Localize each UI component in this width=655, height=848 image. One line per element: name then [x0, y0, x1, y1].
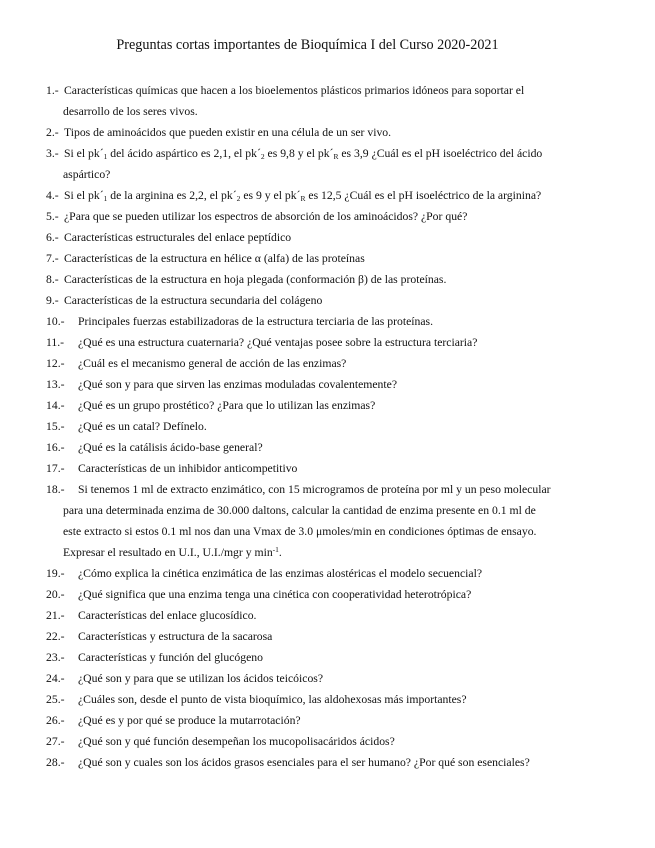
question-item	[46, 227, 566, 248]
question-text-line: ¿Qué son y qué función desempeñan los mucopolisacáridos ácidos?	[78, 735, 395, 748]
question-item	[46, 185, 566, 206]
question-item	[46, 248, 566, 269]
question-item	[46, 626, 566, 647]
question-text-line: ¿Cómo explica la cinética enzimática de las enzimas alostéricas el modelo secuencial?	[78, 567, 483, 580]
question-text-line: ¿Qué son y para que se utilizan los ácidos teicóicos?	[78, 672, 324, 685]
question-text-line: Si el $pk´_1$ de la arginina es 2,2, el $pk´_2$ es 9 y el $pk´_R$ es 12,5 ¿Cuál es el pH isoeléctrico de la arginina?	[64, 189, 542, 203]
question-text-line: Características y función del glucógeno	[78, 651, 263, 664]
question-text-line: para una determinada enzima de 30.000 daltons, calcular la cantidad de enzima presente en 0.1 ml de	[63, 504, 536, 517]
question-number: 15.-	[46, 420, 65, 433]
question-number: 4.-	[46, 189, 59, 202]
question-item	[46, 311, 566, 332]
question-text-line: Tipos de aminoácidos que pueden existir en una célula de un ser vivo.	[64, 126, 392, 139]
question-number: 1.-	[46, 84, 59, 97]
question-text-line: este extracto si estos 0.1 ml nos dan una Vmax de 3.0 μmoles/min en condiciones óptimas de ensayo.	[63, 525, 537, 538]
question-text-line: Principales fuerzas estabilizadoras de la estructura terciaria de las proteínas.	[78, 315, 434, 328]
question-item	[46, 605, 566, 626]
document-title: Preguntas cortas importantes de Bioquímica I del Curso 2020-2021	[116, 37, 499, 53]
question-item	[46, 206, 566, 227]
question-number: 13.-	[46, 378, 65, 391]
question-number: 18.-	[46, 483, 65, 496]
question-item	[46, 269, 566, 290]
question-number: 7.-	[46, 252, 59, 265]
question-text-line: Características estructurales del enlace peptídico	[64, 231, 292, 244]
question-text-line: ¿Qué es un catal? Defínelo.	[78, 420, 207, 433]
question-number: 5.-	[46, 210, 59, 223]
question-item	[46, 332, 566, 353]
question-item	[46, 689, 566, 710]
question-text-line: ¿Cuál es el mecanismo general de acción de las enzimas?	[78, 357, 347, 370]
question-text-line: Características químicas que hacen a los bioelementos plásticos primarios idóneos para soportar el	[64, 84, 525, 97]
question-text-line: ¿Qué significa que una enzima tenga una cinética con cooperatividad heterotrópica?	[78, 588, 472, 601]
question-item	[46, 80, 566, 122]
question-text-line: ¿Qué es y por qué se produce la mutarrotación?	[78, 714, 301, 727]
question-text-line: ¿Qué son y para que sirven las enzimas moduladas covalentemente?	[78, 378, 398, 391]
question-number: 11.-	[46, 336, 65, 349]
question-number: 23.-	[46, 651, 65, 664]
question-item	[46, 122, 566, 143]
question-text-line: ¿Qué son y cuales son los ácidos grasos esenciales para el ser humano? ¿Por qué son esenciales?	[78, 756, 530, 769]
question-number: 16.-	[46, 441, 65, 454]
question-text-line: Características y estructura de la sacarosa	[78, 630, 273, 643]
question-text-line: ¿Para que se pueden utilizar los espectros de absorción de los aminoácidos? ¿Por qué?	[64, 210, 468, 223]
question-item	[46, 710, 566, 731]
question-number: 20.-	[46, 588, 65, 601]
question-item	[46, 395, 566, 416]
question-number: 10.-	[46, 315, 65, 328]
question-item	[46, 647, 566, 668]
question-number: 19.-	[46, 567, 65, 580]
question-number: 8.-	[46, 273, 59, 286]
question-item	[46, 353, 566, 374]
question-number: 3.-	[46, 147, 59, 160]
question-text-line: ¿Qué es la catálisis ácido-base general?	[78, 441, 263, 454]
question-number: 27.-	[46, 735, 65, 748]
question-number: 9.-	[46, 294, 59, 307]
question-text-line: Características del enlace glucosídico.	[78, 609, 257, 622]
question-number: 12.-	[46, 357, 65, 370]
question-item	[46, 668, 566, 689]
question-number: 14.-	[46, 399, 65, 412]
question-number: 22.-	[46, 630, 65, 643]
question-item	[46, 374, 566, 395]
question-number: 2.-	[46, 126, 59, 139]
question-item	[46, 416, 566, 437]
question-item	[46, 458, 566, 479]
question-text-line: aspártico?	[63, 168, 111, 181]
question-number: 28.-	[46, 756, 65, 769]
question-text-line: desarrollo de los seres vivos.	[63, 105, 198, 118]
question-text-line: Características de la estructura en hélice α (alfa) de las proteínas	[64, 252, 365, 265]
question-number: 26.-	[46, 714, 65, 727]
question-text-line: Si tenemos 1 ml de extracto enzimático, con 15 microgramos de proteína por ml y un peso molecular	[78, 483, 551, 496]
question-text-line: Características de la estructura secundaria del colágeno	[64, 294, 323, 307]
question-text-line: ¿Cuáles son, desde el punto de vista bioquímico, las aldohexosas más importantes?	[78, 693, 467, 706]
question-number: 6.-	[46, 231, 59, 244]
question-number: 24.-	[46, 672, 65, 685]
question-item	[46, 752, 566, 773]
question-text-line: ¿Qué es una estructura cuaternaria? ¿Qué ventajas posee sobre la estructura terciaria?	[78, 336, 478, 349]
question-text-line: Expresar el resultado en U.I., U.I./mgr y $\min^{-1}$.	[63, 545, 282, 559]
question-number: 25.-	[46, 693, 65, 706]
question-number: 17.-	[46, 462, 65, 475]
question-item	[46, 479, 566, 563]
question-item	[46, 563, 566, 584]
question-text-line: Si el $pk´_1$ del ácido aspártico es 2,1, el $pk´_2$ es 9,8 y el $pk´_R$ es 3,9 ¿Cuál es el pH isoeléctrico del ácido	[64, 147, 543, 161]
question-item	[46, 290, 566, 311]
question-item	[46, 584, 566, 605]
question-item	[46, 143, 566, 185]
question-text-line: Características de un inhibidor anticompetitivo	[78, 462, 298, 475]
question-text-line: Características de la estructura en hoja plegada (conformación β) de las proteínas.	[64, 273, 447, 286]
question-number: 21.-	[46, 609, 65, 622]
question-item	[46, 437, 566, 458]
question-item	[46, 731, 566, 752]
question-text-line: ¿Qué es un grupo prostético? ¿Para que lo utilizan las enzimas?	[78, 399, 376, 412]
